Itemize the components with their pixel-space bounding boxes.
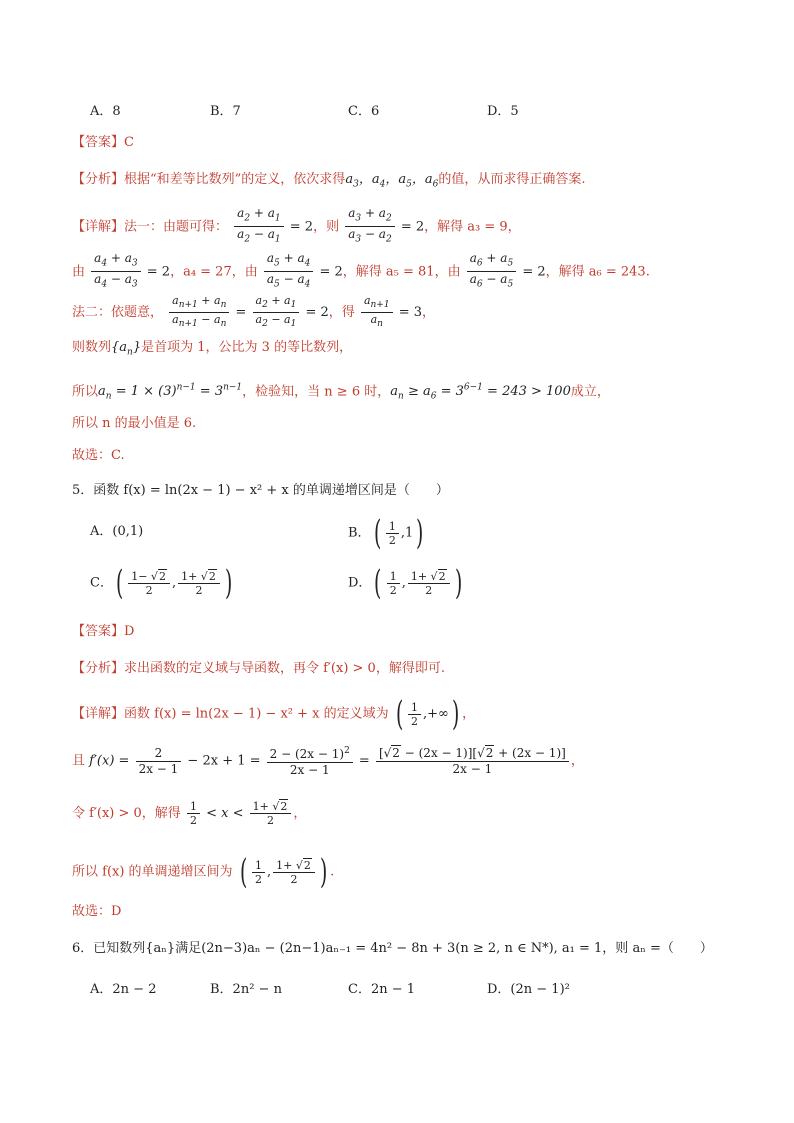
q5-stem: 5．函数 f(x) = ln(2x − 1) − x² + x 的单调递增区间是（ ） (72, 483, 449, 498)
q4-option-d: D．5 (487, 104, 519, 119)
method1-lead: 法一：由题可得： (124, 219, 229, 235)
q6-option-a: A．2n − 2 (90, 982, 157, 997)
q5-detail-line1: 【详解】函数 f(x) = ln(2x − 1) − x² + x 的定义域为 ( $\frac{1}{2}$ ,+∞) ， (72, 694, 476, 734)
q4-option-b: B．7 (210, 104, 241, 119)
q4-geo-line: 则数列$\{a_n\}$是首项为 1，公比为 3 的等比数列， (72, 340, 353, 358)
answer-value: C (124, 135, 134, 150)
analysis-text: 根据“和差等比数列”的定义，依次求得 (124, 172, 346, 187)
q4-option-a: A．8 (90, 104, 121, 119)
then-seq: 则数列 (72, 340, 112, 355)
q6-stem: 6．已知数列{aₙ}满足(2n−3)aₙ − (2n−1)aₙ₋₁ = 4n² − 8n + 3(n ≥ 2, n ∈ N*), a₁ = 1，则 aₙ =（ ） (72, 941, 713, 956)
q4-detail-line1: 【详解】法一：由题可得： $\frac{a_2 + a_1}{a_2 - a_1}$ = 2，则 $\frac{a_3 + a_2}{a_3 - a_2}$ = 2，解得 a₃ = 9， (72, 206, 521, 245)
q4-analysis-line: 【分析】根据“和差等比数列”的定义，依次求得$a_3$，$a_4$，$a_5$，$a_6$的值，从而求得正确答案. (72, 172, 586, 190)
analysis-text: 求出函数的定义域与导函数，再令 f′(x) > 0，解得即可. (124, 661, 445, 676)
solve-a5: ，解得 a₅ = 81，由 (342, 264, 461, 280)
q6-option-b: B．2n² − n (210, 982, 282, 997)
q6-option-c: C．2n − 1 (348, 982, 416, 997)
q5-option-c: C．( $\frac{1- √2}{2}$ , $\frac{1+ √2}{2}$ ) (90, 563, 233, 603)
check-text: ，检验知，当 n ≥ 6 时， (242, 384, 391, 400)
detail-text: 函数 f(x) = ln(2x − 1) − x² + x 的定义域为 (124, 706, 389, 722)
q4-option-c: C．6 (348, 104, 380, 119)
q4-min-n: 所以 n 的最小值是 6. (72, 416, 197, 431)
q5-detail-line3: 令 f′(x) > 0，解得 $\frac{1}{2}$ < x < $\frac{1+ √2}{2}$ ， (72, 800, 307, 827)
q5-answer-line: 【答案】D (72, 624, 135, 639)
q4-choose: 故选：C. (72, 448, 125, 463)
q5-option-b: B．( $\frac{1}{2}$ ,1) (348, 513, 424, 553)
analysis-tag: 【分析】 (72, 172, 125, 187)
method2-get: ，得 (328, 305, 355, 321)
holds-text: 成立， (570, 384, 610, 400)
then-text: ，则 (313, 219, 340, 235)
q5-detail-line4: 所以 f(x) 的单调递增区间为 ( $\frac{1}{2}$ , $\frac{1+ √2}{2}$ ) . (72, 852, 335, 892)
answer-value: D (124, 624, 135, 639)
so-an: 所以 (72, 384, 99, 400)
analysis-end: 的值，从而求得正确答案. (438, 172, 586, 187)
q4-method2-line: 法二：依题意， $\frac{a_{n+1} + a_n}{a_{n+1} - a_n}$ = $\frac{a_2 + a_1}{a_2 - a_1}$ = 2，得 $\frac{a_{n+1}}{a_n}$ = 3， (72, 294, 436, 330)
q5-choose: 故选：D (72, 904, 122, 919)
q5-option-a: A．(0,1) (90, 524, 144, 539)
q5-analysis-line: 【分析】求出函数的定义域与导函数，再令 f′(x) > 0，解得即可. (72, 661, 445, 676)
q4-so-line: 所以$a_n = 1 \times (3)^{n-1} = 3^{n-1}$，检验知，当 n ≥ 6 时，$a_n \ge a_6 = 3^{6-1} = 243 > 100$成立， (72, 383, 610, 402)
q6-option-d: D．(2n − 1)² (487, 982, 570, 997)
solve-a3: ，解得 a₃ = 9， (424, 219, 521, 235)
solve-a6: ，解得 a₆ = 243. (545, 264, 650, 280)
q5-detail-line2: 且 f′(x) = $\frac{2}{2x - 1}$ − 2x + 1 = $\frac{2 - (2x - 1)^2}{2x - 1}$ = $\frac{[√2 - (2x - 1)][√2 + (2x - 1)]}{2x - 1}$ ， (72, 745, 584, 777)
detail-tag: 【详解】 (72, 219, 125, 235)
a4-text: ，a₄ = 27，由 (170, 264, 258, 280)
answer-tag: 【答案】 (72, 135, 125, 150)
q4-answer-line (72, 133, 134, 153)
method2-lead: 法二：依题意， (72, 305, 164, 321)
from-text: 由 (72, 264, 86, 280)
geo-text: 是首项为 1，公比为 3 的等比数列， (141, 340, 353, 355)
q4-detail-line2: 由 $\frac{a_4 + a_3}{a_4 - a_3}$ = 2，a₄ = 27，由 $\frac{a_5 + a_4}{a_5 - a_4}$ = 2，解得 a₅ = 81，由 $\frac{a_6 + a_5}{a_6 - a_5}$ = 2，解得 a₆ = 243. (72, 251, 650, 290)
q5-option-d: D．( $\frac{1}{2}$ , $\frac{1+ √2}{2}$ ) (348, 563, 462, 603)
